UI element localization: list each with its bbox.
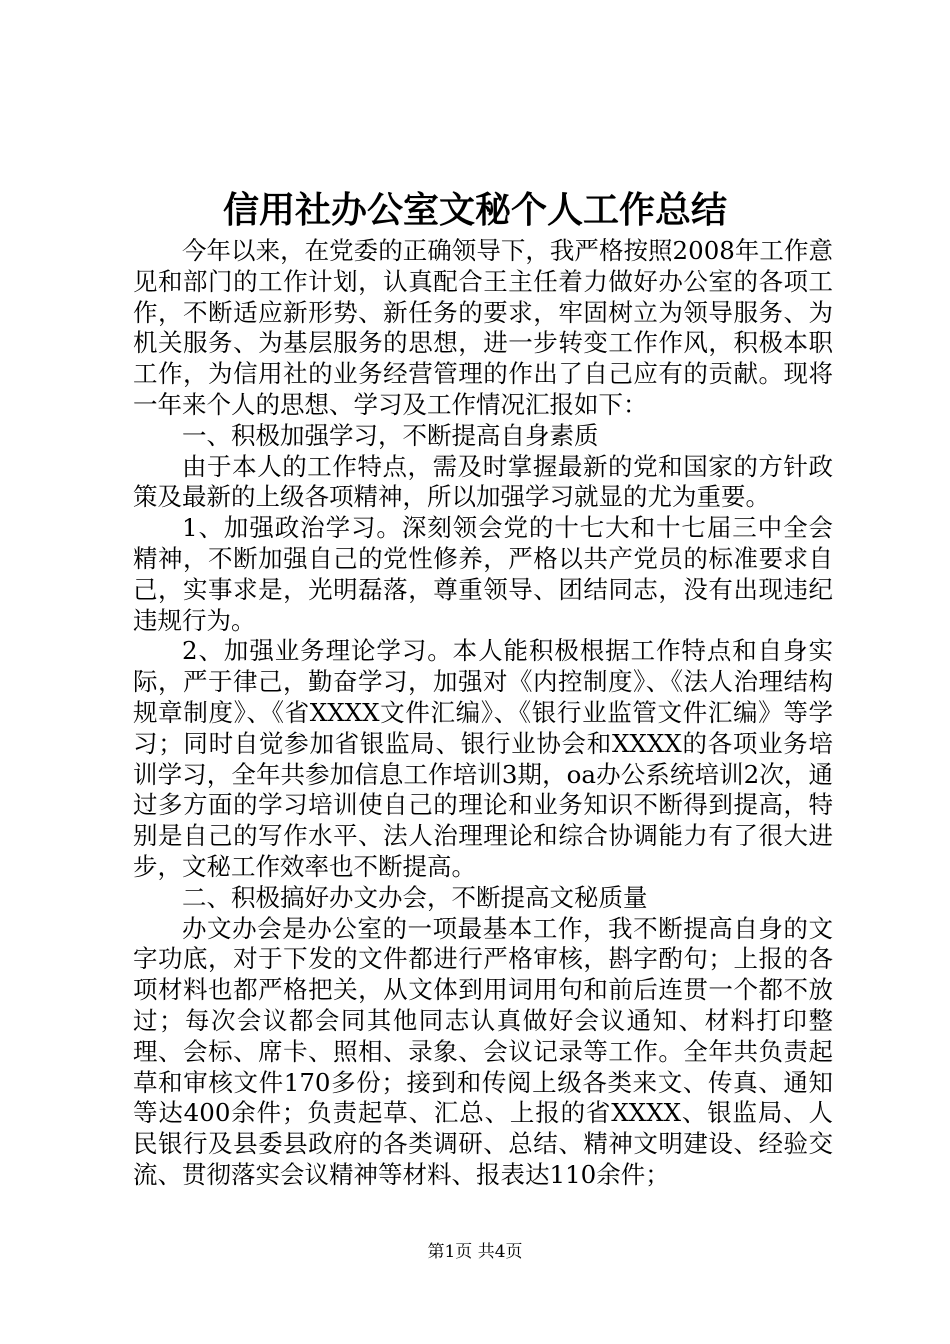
paragraph-document-work: 办文办会是办公室的一项最基本工作，我不断提高自身的文字功底，对于下发的文件都进行严格审核，斟字酌句；上报的各项材料也都严格把关，从文体到用词用句和前后连贯一个都不放过；每次会议都会同其他同志认真做好会议通知、材料打印整理、会标、席卡、照相、录象、会议记录等工作。全年共负责起草和审核文件170多份；接到和传阅上级各类来文、传真、通知等达400余件；负责起草、汇总、上报的省XXXX、银监局、人民银行及县委县政府的各类调研、总结、精神文明建设、经验交流、贯彻落实会议精神等材料、报表达110余件；: [133, 913, 833, 1189]
section-heading-1: 一、积极加强学习，不断提高自身素质: [182, 420, 599, 450]
paragraph-study-intro: 由于本人的工作特点，需及时掌握最新的党和国家的方针政策及最新的上级各项精神，所以加强学习就显的尤为重要。: [133, 451, 833, 512]
paragraph-business-study: 2、加强业务理论学习。本人能积极根据工作特点和自身实际，严于律己，勤奋学习，加强对《内控制度》、《法人治理结构规章制度》、《省XXXX文件汇编》、《银行业监管文件汇编》等学习；同时自觉参加省银监局、银行业协会和XXXX的各项业务培训学习，全年共参加信息工作培训3期，oa办公系统培训2次，通过多方面的学习培训使自己的理论和业务知识不断得到提高，特别是自己的写作水平、法人治理理论和综合协调能力有了很大进步，文秘工作效率也不断提高。: [133, 636, 833, 881]
section-heading-2: 二、积极搞好办文办会，不断提高文秘质量: [182, 882, 648, 912]
paragraph-political-study: 1、加强政治学习。深刻领会党的十七大和十七届三中全会精神，不断加强自己的党性修养，严格以共产党员的标准要求自己，实事求是，光明磊落，尊重领导、团结同志，没有出现违纪违规行为。: [133, 513, 833, 635]
document-title: 信用社办公室文秘个人工作总结: [222, 189, 727, 231]
document-body: [133, 236, 833, 1191]
paragraph-intro: 今年以来，在党委的正确领导下，我严格按照2008年工作意见和部门的工作计划，认真配合王主任着力做好办公室的各项工作，不断适应新形势、新任务的要求，牢固树立为领导服务、为机关服务、为基层服务的思想，进一步转变工作作风，积极本职工作，为信用社的业务经营管理的作出了自己应有的贡献。现将一年来个人的思想、学习及工作情况汇报如下：: [133, 236, 833, 419]
page-footer: 第1页 共4页: [427, 1242, 523, 1262]
